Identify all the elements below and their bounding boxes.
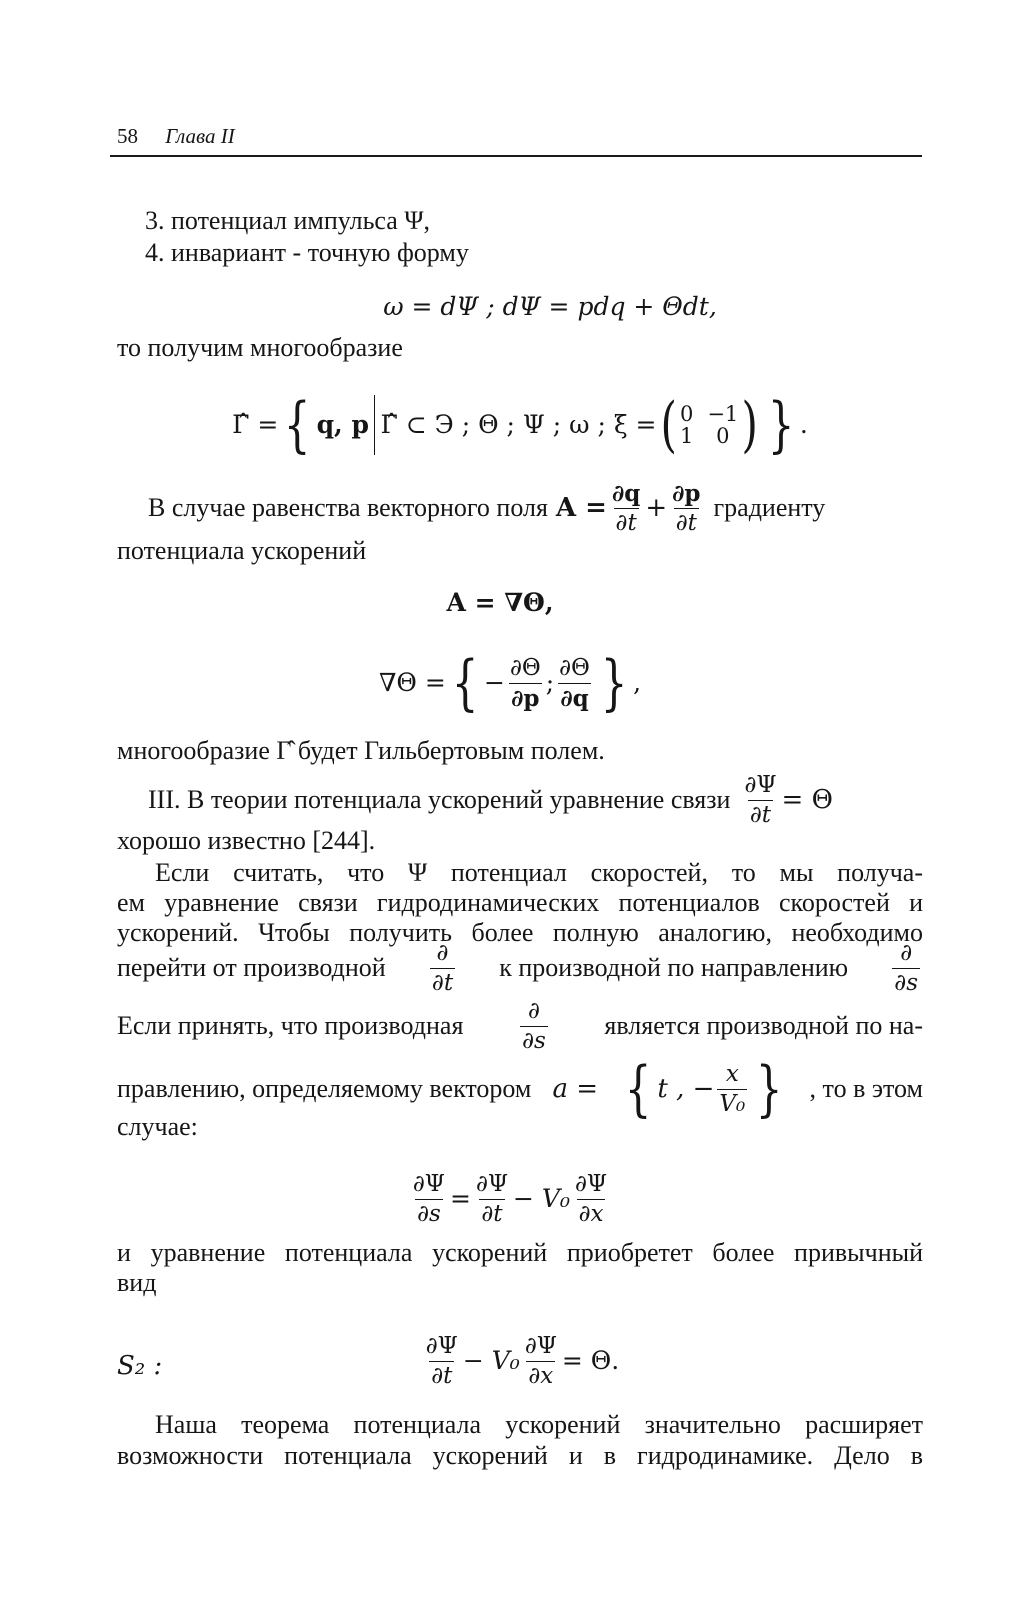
chapter-title: Глава II (165, 124, 235, 148)
header-rule (110, 155, 922, 157)
fraction-x-v0: $\frac{x}{\text{V₀}}$ (719, 1060, 746, 1117)
nabla-theta-formula: ∇Θ = { − $\frac{\partial\Theta}{\partial p}$ ; $\frac{\partial\Theta}{\partial q}$ } , (378, 648, 642, 718)
paragraph-manifold-intro: то получим многообразие (117, 333, 403, 362)
paragraph-vector-field-cont: потенциала ускорений (117, 536, 367, 565)
set-divider (374, 395, 376, 455)
xi-matrix: 0 −1 1 0 (679, 401, 739, 448)
paragraph-line-5: Если принять, что производная $\frac{\partial}{\partial s}$ является производной по на- (117, 997, 923, 1054)
gamma-formula: Γ̂ = { q, p Γ̂ ⊂ Э ; Θ ; Ψ ; ω ; ξ = ( 0 −1 1 0 ) } . (232, 390, 808, 460)
derivative-relation: $\frac{\partial\Psi}{\partial s}$ = $\frac{\partial\Psi}{\partial t}$ − V₀ $\frac{\partial\Psi}{\partial x}$ (412, 1170, 608, 1227)
fraction-dq-dt: $\frac{\partial q}{\partial t}$ (611, 479, 641, 536)
paragraph-line-2: ем уравнение связи гидродинамических потенциалов скоростей и (117, 888, 923, 917)
paragraph-section-iii: III. В теории потенциала ускорений уравнение связи $\frac{\partial\Psi}{\partial t}$ = Θ (148, 771, 833, 828)
left-brace: { (284, 390, 311, 460)
paragraph-final-line-2: возможности потенциала ускорений и в гидродинамике. Дело в (117, 1441, 923, 1470)
running-header (117, 124, 235, 149)
right-paren: ) (741, 390, 759, 460)
fraction-d-ds-2: $\frac{\partial}{\partial s}$ (522, 997, 546, 1054)
fraction-dtheta-dp: $\frac{\partial\Theta}{\partial p}$ (509, 654, 541, 712)
equation-label-s2: S₂ : (117, 1351, 163, 1381)
paragraph-section-iii-cont: хорошо известно [244]. (117, 826, 376, 855)
paragraph-hilbert-field: многообразие Γ̂ будет Гильбертовым полем. (117, 736, 605, 765)
paragraph-vector-field: В случае равенства векторного поля A = $\frac{\partial q}{\partial t}$ + $\frac{\partial p}{\partial t}$ градиенту (148, 479, 826, 536)
page-number: 58 (117, 124, 138, 148)
list-item-3: 3. потенциал импульса Ψ, (145, 206, 431, 235)
paragraph-line-6: правлению, определяемому вектором a = { t , − $\frac{x}{\text{V₀}}$ } , то в этом (117, 1054, 923, 1124)
left-paren: ( (660, 390, 677, 460)
paragraph-line-3: ускорений. Чтобы получить более полную аналогию, необходимо (117, 918, 923, 947)
fraction-dtheta-dq: $\frac{\partial\Theta}{\partial q}$ (559, 654, 590, 712)
paragraph-line-1: Если считать, что Ψ потенциал скоростей, то мы получа- (155, 858, 923, 887)
paragraph-equation-intro: и уравнение потенциала ускорений приобретет более привычный (117, 1238, 923, 1267)
s2-equation: $\frac{\partial\Psi}{\partial t}$ − V₀ $\frac{\partial\Psi}{\partial x}$ = Θ. (425, 1332, 620, 1389)
list-item-4: 4. инвариант - точную форму (145, 238, 469, 267)
direction-vector: { t , − $\frac{x}{\text{V₀}}$ } (624, 1054, 783, 1124)
paragraph-final-line-1: Наша теорема потенциала ускорений значительно расширяет (155, 1410, 923, 1439)
right-brace: } (767, 390, 795, 460)
paragraph-line-7: случае: (117, 1112, 198, 1141)
fraction-dp-dt: $\frac{\partial p}{\partial t}$ (672, 479, 701, 536)
fraction-d-dt: $\frac{\partial}{\partial t}$ (431, 939, 454, 996)
fraction-d-ds: $\frac{\partial}{\partial s}$ (894, 939, 918, 996)
paragraph-equation-intro-cont: вид (117, 1268, 157, 1297)
omega-formula: ω = dΨ ; dΨ = pdq + Θdt, (383, 292, 717, 321)
gradient-formula: A = ∇Θ, (446, 588, 554, 617)
paragraph-line-4: перейти от производной $\frac{\partial}{\partial t}$ к производной по направлению $\frac{\partial}{\partial s}$ (117, 939, 918, 996)
fraction-dpsi-dt: $\frac{\partial\Psi}{\partial t}$ (744, 771, 777, 828)
